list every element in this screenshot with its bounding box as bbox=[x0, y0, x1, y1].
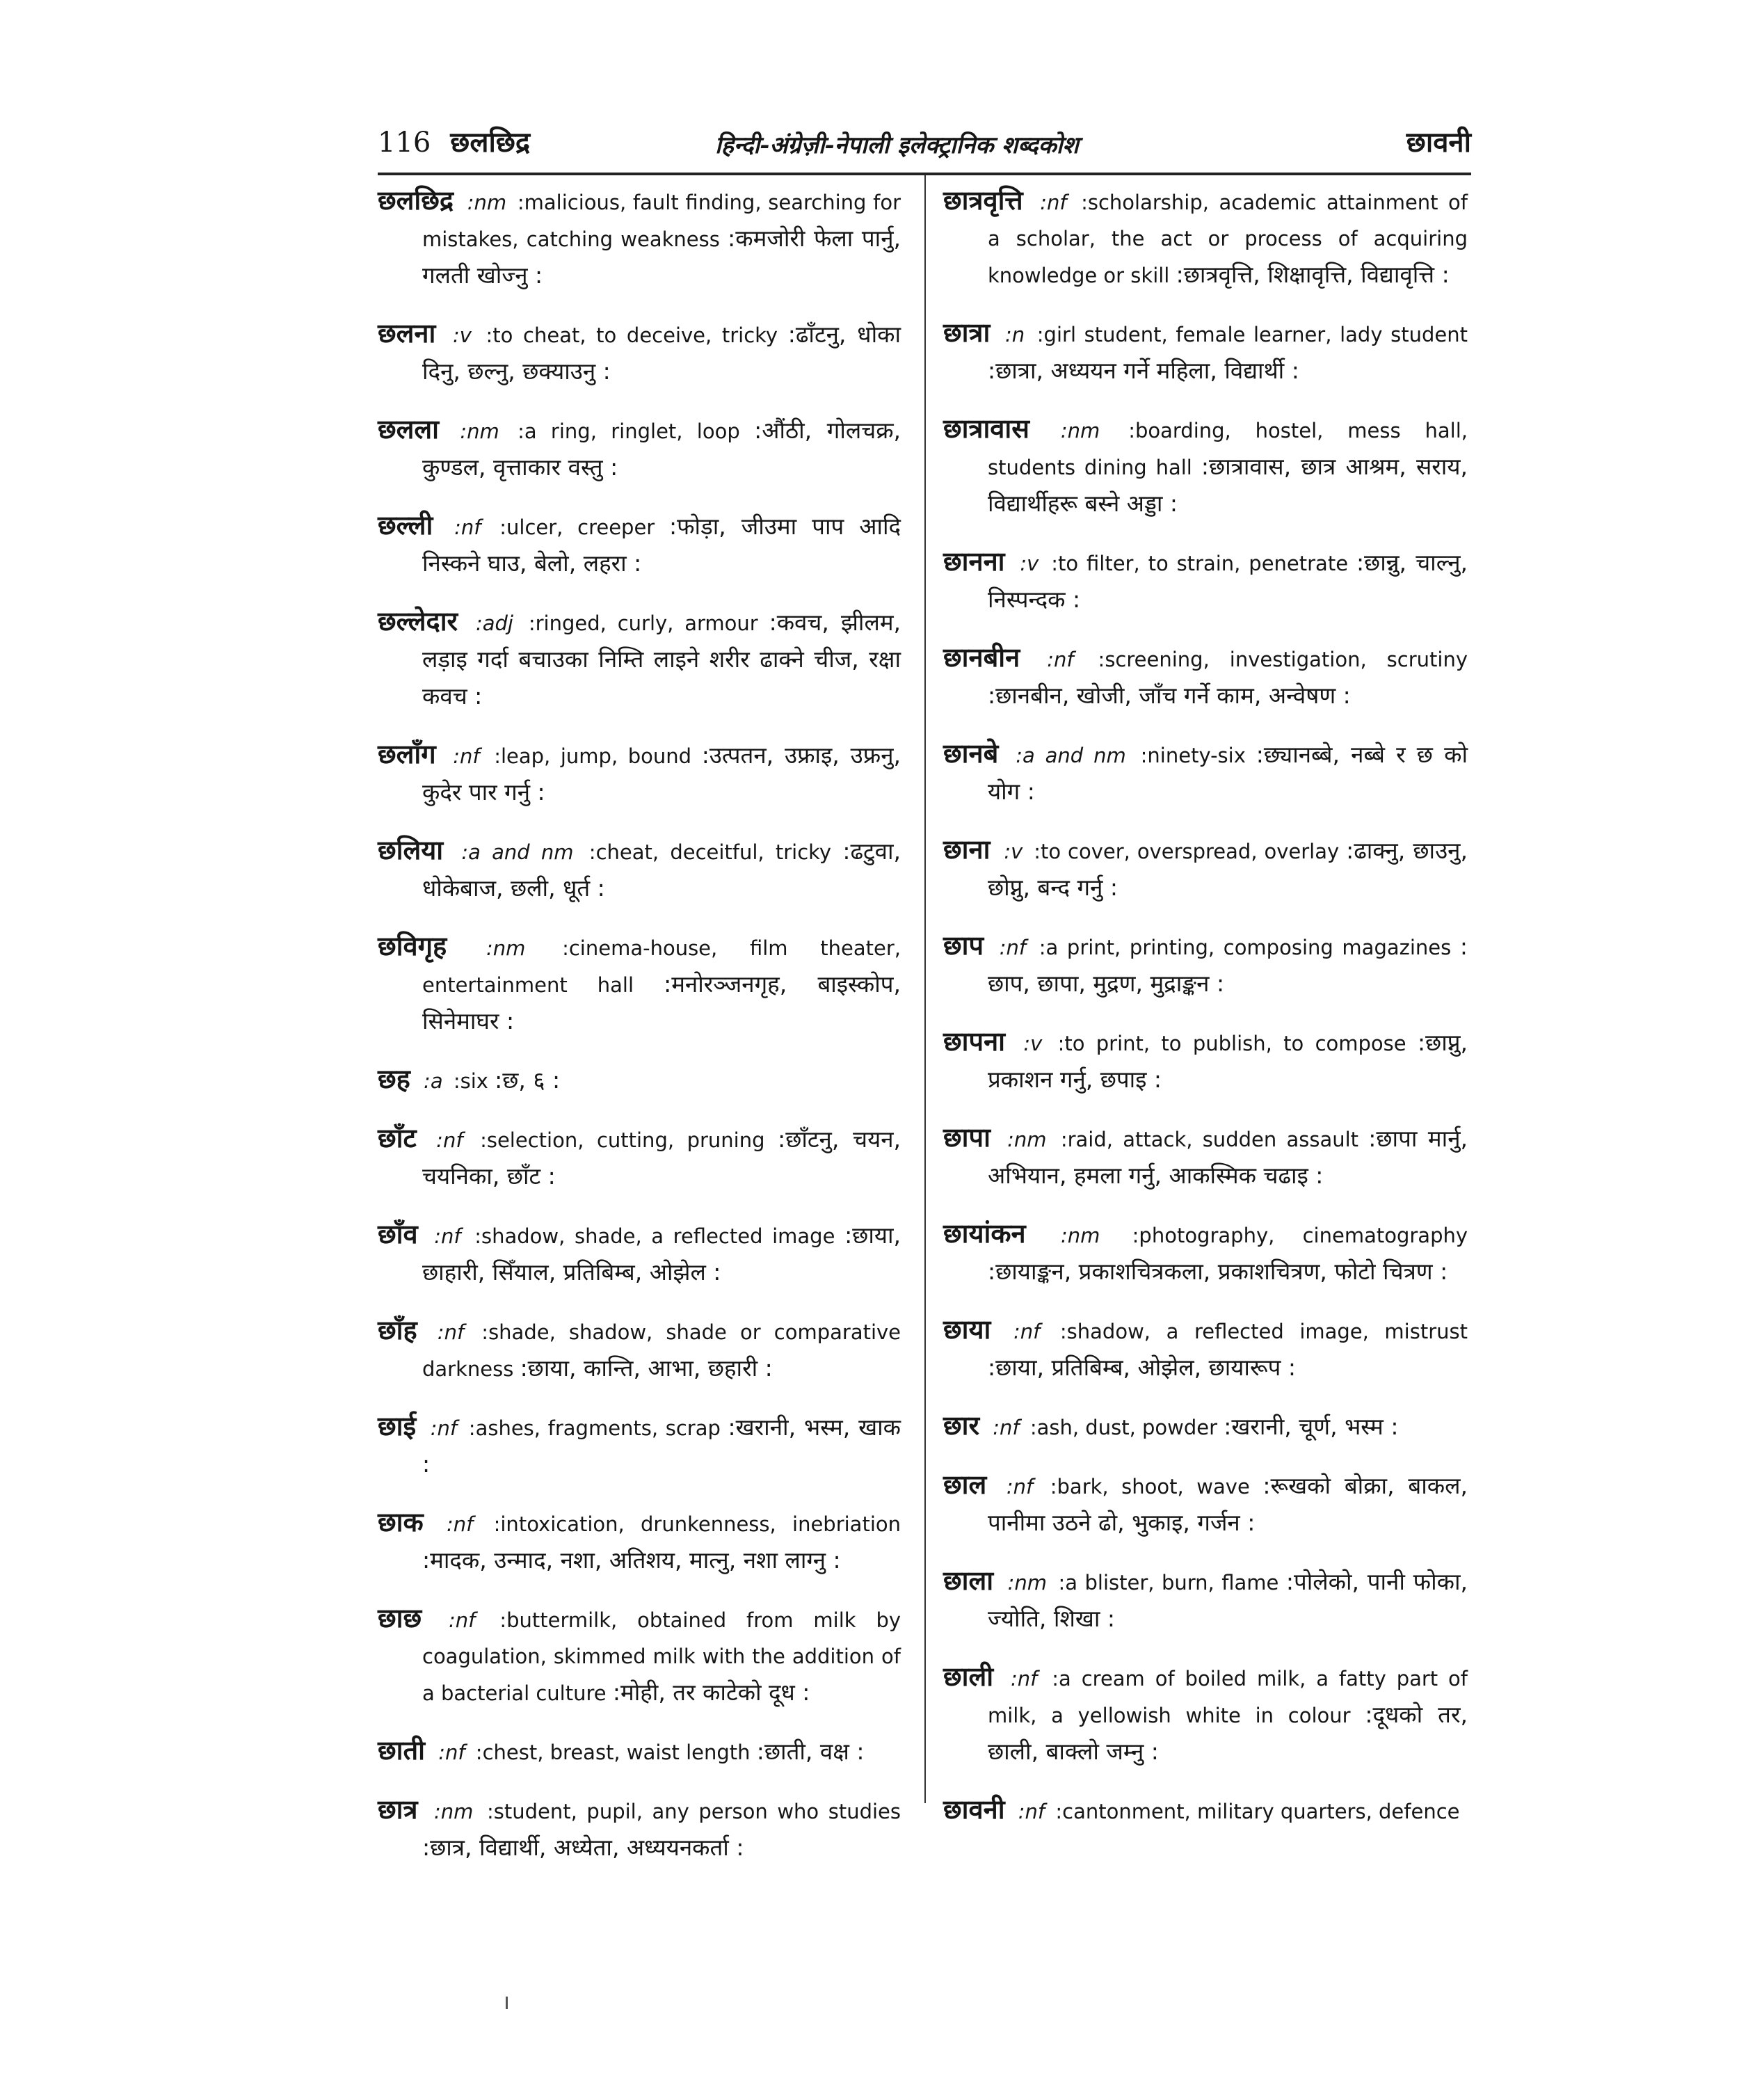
part-of-speech: :nm bbox=[1007, 1571, 1047, 1594]
right-guide-word: छावनी bbox=[1406, 126, 1471, 159]
dictionary-entry bbox=[378, 1312, 901, 1387]
dictionary-entry bbox=[943, 182, 1468, 294]
nepali-definition: :औंठी, गोलचक्र, कुण्डल, वृत्ताकार वस्तु : bbox=[422, 417, 901, 481]
part-of-speech: :a and nm bbox=[1016, 744, 1126, 767]
dictionary-entry bbox=[378, 928, 901, 1040]
nepali-definition: :छाया, प्रतिबिम्ब, ओझेल, छायारूप : bbox=[988, 1354, 1296, 1381]
nepali-definition: :छाया, छाहारी, सिँयाल, प्रतिबिम्ब, ओझेल : bbox=[422, 1222, 901, 1286]
dictionary-entry bbox=[378, 1061, 901, 1099]
english-definition: :shade, shadow, shade or comparative darkness bbox=[422, 1320, 901, 1381]
english-definition: :to print, to publish, to compose bbox=[1057, 1032, 1406, 1055]
scan-mark bbox=[506, 1997, 508, 2009]
english-definition: :ulcer, creeper bbox=[499, 515, 655, 539]
headword: छल्ली bbox=[378, 510, 433, 541]
headword: छाँव bbox=[378, 1219, 418, 1249]
english-definition: :bark, shoot, wave bbox=[1050, 1475, 1250, 1498]
part-of-speech: :nf bbox=[434, 1224, 461, 1248]
english-definition: :student, pupil, any person who studies bbox=[487, 1800, 901, 1823]
nepali-definition: :छान्नु, चाल्नु, निस्पन्दक : bbox=[988, 549, 1468, 613]
left-column bbox=[378, 182, 901, 1887]
nepali-definition: :छानबीन, खोजी, जाँच गर्ने काम, अन्वेषण : bbox=[988, 682, 1351, 709]
english-definition: :malicious, fault finding, searching for mistakes, catching weakness bbox=[422, 191, 901, 251]
part-of-speech: :v bbox=[452, 323, 472, 347]
dictionary-entry bbox=[378, 1408, 901, 1483]
english-definition: :ringed, curly, armour bbox=[528, 611, 758, 635]
part-of-speech: :nf bbox=[993, 1416, 1020, 1439]
headword: छात्रा bbox=[943, 317, 991, 348]
headword: छाला bbox=[943, 1565, 994, 1596]
headword: छाक bbox=[378, 1507, 424, 1537]
part-of-speech: :nf bbox=[1013, 1320, 1041, 1343]
dictionary-entry bbox=[378, 1600, 901, 1711]
headword: छात्रवृत्ति bbox=[943, 185, 1023, 216]
dictionary-entry bbox=[943, 927, 1468, 1002]
english-definition: :a cream of boiled milk, a fatty part of milk, a yellowish white in colour bbox=[988, 1667, 1468, 1727]
nepali-definition: :रूखको बोक्रा, बाकल, पानीमा उठने ढो, भुकाइ, गर्जन : bbox=[988, 1472, 1468, 1536]
headword: छात्रावास bbox=[943, 413, 1029, 444]
dictionary-entry bbox=[943, 639, 1468, 714]
nepali-definition: :छाया, कान्ति, आभा, छहारी : bbox=[520, 1354, 773, 1382]
nepali-definition: :ढाँटनु, धोका दिनु, छल्नु, छक्याउनु : bbox=[422, 321, 901, 385]
headword: छलिया bbox=[378, 835, 444, 865]
english-definition: :to filter, to strain, penetrate bbox=[1051, 552, 1349, 575]
dictionary-entry bbox=[378, 411, 901, 486]
nepali-definition: :छाप्नु, प्रकाशन गर्नु, छपाइ : bbox=[988, 1029, 1468, 1093]
headword: छाना bbox=[943, 834, 991, 865]
part-of-speech: :adj bbox=[475, 611, 513, 635]
part-of-speech: :nf bbox=[999, 936, 1027, 959]
dictionary-entry bbox=[943, 1215, 1468, 1290]
english-definition: :a ring, ringlet, loop bbox=[518, 419, 740, 443]
dictionary-entry bbox=[943, 1023, 1468, 1098]
headword: छानना bbox=[943, 546, 1005, 577]
nepali-definition: :मोही, तर काटेको दूध : bbox=[612, 1679, 810, 1706]
dictionary-entry bbox=[378, 832, 901, 907]
dictionary-entry bbox=[378, 315, 901, 390]
nepali-definition: :छाती, वक्ष : bbox=[756, 1738, 865, 1765]
headword: छानबीन bbox=[943, 642, 1020, 673]
nepali-definition: :छ्यानब्बे, नब्बे र छ को योग : bbox=[988, 741, 1468, 805]
part-of-speech: :nf bbox=[430, 1416, 458, 1440]
english-definition: :screening, investigation, scrutiny bbox=[1098, 648, 1468, 671]
dictionary-entry bbox=[378, 1216, 901, 1291]
nepali-definition: :कवच, झीलम, लड़ाइ गर्दा बचाउका निम्ति लाइने शरीर ढाक्ने चीज, रक्षा कवच : bbox=[422, 609, 901, 710]
part-of-speech: :nm bbox=[486, 936, 526, 960]
nepali-definition: :खरानी, चूर्ण, भस्म : bbox=[1224, 1413, 1399, 1440]
part-of-speech: :nf bbox=[453, 744, 480, 768]
headword: छाती bbox=[378, 1735, 425, 1766]
english-definition: :shadow, shade, a reflected image bbox=[474, 1224, 835, 1248]
part-of-speech: :nf bbox=[449, 1608, 476, 1632]
nepali-definition: :छात्रावास, छात्र आश्रम, सराय, विद्यार्थीहरू बस्ने अड्डा : bbox=[988, 453, 1468, 517]
nepali-definition: :छात्रा, अध्ययन गर्ने महिला, विद्यार्थी : bbox=[988, 357, 1299, 384]
part-of-speech: :a and nm bbox=[461, 840, 574, 864]
part-of-speech: :n bbox=[1004, 323, 1025, 346]
headword: छाई bbox=[378, 1411, 417, 1441]
dictionary-entry bbox=[943, 314, 1468, 390]
headword: छह bbox=[378, 1064, 410, 1094]
part-of-speech: :nf bbox=[1011, 1667, 1038, 1690]
english-definition: :cinema-house, film theater, entertainment hall bbox=[422, 936, 901, 997]
headword: छाँट bbox=[378, 1123, 417, 1153]
headword: छावनी bbox=[943, 1794, 1005, 1825]
english-definition: :girl student, female learner, lady student bbox=[1036, 323, 1468, 346]
headword: छलना bbox=[378, 318, 436, 349]
column-divider bbox=[924, 175, 926, 1803]
part-of-speech: :v bbox=[1004, 840, 1023, 863]
dictionary-entry bbox=[378, 182, 901, 294]
part-of-speech: :nf bbox=[1047, 648, 1074, 671]
part-of-speech: :nf bbox=[454, 515, 481, 539]
english-definition: :cantonment, military quarters, defence bbox=[1055, 1800, 1460, 1823]
left-guide-word: छलछिद्र bbox=[450, 126, 531, 159]
dictionary-entry bbox=[943, 831, 1468, 906]
english-definition: :raid, attack, sudden assault bbox=[1060, 1128, 1359, 1151]
nepali-definition: :कमजोरी फेला पार्नु, गलती खोज्नु : bbox=[422, 225, 901, 289]
headword: छाँह bbox=[378, 1315, 417, 1345]
headword: छाछ bbox=[378, 1603, 422, 1633]
english-definition: :ninety-six bbox=[1140, 744, 1246, 767]
part-of-speech: :nf bbox=[436, 1128, 463, 1152]
part-of-speech: :v bbox=[1020, 552, 1039, 575]
part-of-speech: :nf bbox=[1018, 1800, 1045, 1823]
nepali-definition: :मनोरञ्जनगृह, बाइस्कोप, सिनेमाघर : bbox=[422, 970, 901, 1034]
dictionary-entry bbox=[943, 1562, 1468, 1638]
english-definition: :to cover, overspread, overlay bbox=[1034, 840, 1340, 863]
nepali-definition: : छाप, छापा, मुद्रण, मुद्राङ्कन : bbox=[988, 933, 1468, 997]
part-of-speech: :nf bbox=[438, 1741, 465, 1764]
dictionary-entry bbox=[378, 603, 901, 715]
nepali-definition: :छाँटनु, चयन, चयनिका, छाँट : bbox=[422, 1126, 901, 1190]
english-definition: :a blister, burn, flame bbox=[1058, 1571, 1279, 1594]
headword: छायांकन bbox=[943, 1218, 1026, 1249]
headword: छापा bbox=[943, 1122, 991, 1153]
english-definition: :intoxication, drunkenness, inebriation bbox=[493, 1512, 901, 1536]
headword: छल्लेदार bbox=[378, 606, 458, 637]
part-of-speech: :nf bbox=[437, 1320, 465, 1344]
header-left bbox=[378, 122, 530, 160]
dictionary-entry bbox=[943, 1407, 1468, 1446]
english-definition: :ash, dust, powder bbox=[1029, 1416, 1218, 1439]
part-of-speech: :nf bbox=[1040, 191, 1067, 214]
part-of-speech: :nf bbox=[446, 1512, 474, 1536]
headword: छापना bbox=[943, 1026, 1005, 1057]
english-definition: :boarding, hostel, mess hall, students dining hall bbox=[988, 419, 1468, 479]
dictionary-entry bbox=[943, 1658, 1468, 1770]
dictionary-entry bbox=[378, 507, 901, 582]
dictionary-entry bbox=[943, 1119, 1468, 1194]
nepali-definition: :छ, ६ : bbox=[495, 1066, 561, 1094]
english-definition: :ashes, fragments, scrap bbox=[468, 1416, 721, 1440]
english-definition: :photography, cinematography bbox=[1132, 1224, 1468, 1247]
english-definition: :selection, cutting, pruning bbox=[480, 1128, 765, 1152]
headword: छलाँग bbox=[378, 739, 436, 769]
dictionary-entry bbox=[378, 1732, 901, 1770]
dictionary-entry bbox=[943, 735, 1468, 810]
part-of-speech: :nm bbox=[1060, 419, 1100, 442]
nepali-definition: :छात्रवृत्ति, शिक्षावृत्ति, विद्यावृत्ति : bbox=[1176, 261, 1450, 288]
nepali-definition: :छात्र, विद्यार्थी, अध्येता, अध्ययनकर्ता : bbox=[422, 1834, 744, 1861]
nepali-definition: :खरानी, भस्म, खाक : bbox=[422, 1414, 901, 1478]
nepali-definition: :फोड़ा, जीउमा पाप आदि निस्कने घाउ, बेलो, लहरा : bbox=[422, 513, 901, 577]
part-of-speech: :nm bbox=[1007, 1128, 1047, 1151]
nepali-definition: :छायाङ्कन, प्रकाशचित्रकला, प्रकाशचित्रण, फोटो चित्रण : bbox=[988, 1258, 1448, 1285]
dictionary-entry bbox=[943, 410, 1468, 522]
headword: छविगृह bbox=[378, 931, 447, 961]
headword: छाप bbox=[943, 930, 984, 961]
page-header bbox=[378, 111, 1471, 160]
english-definition: :shadow, a reflected image, mistrust bbox=[1059, 1320, 1468, 1343]
headword: छाया bbox=[943, 1314, 991, 1345]
dictionary-entry bbox=[943, 1791, 1468, 1830]
english-definition: :buttermilk, obtained from milk by coagulation, skimmed milk with the addition of a bacterial culture bbox=[422, 1608, 901, 1705]
nepali-definition: :दूधको तर, छाली, बाक्लो जम्नु : bbox=[988, 1701, 1468, 1765]
headword: छात्र bbox=[378, 1794, 418, 1825]
nepali-definition: :मादक, उन्माद, नशा, अतिशय, मात्नु, नशा लाग्नु : bbox=[422, 1546, 841, 1574]
dictionary-title: हिन्दी-अंग्रेज़ी-नेपाली इलेक्ट्रानिक शब्दकोश bbox=[715, 131, 1079, 159]
english-definition: :scholarship, academic attainment of a scholar, the act or process of acquiring knowledge or skill bbox=[988, 191, 1468, 287]
part-of-speech: :nm bbox=[1060, 1224, 1100, 1247]
english-definition: :six bbox=[453, 1069, 488, 1093]
headword: छानबे bbox=[943, 738, 999, 769]
english-definition: :a print, printing, composing magazines bbox=[1039, 936, 1452, 959]
nepali-definition: :उत्पतन, उफ्राइ, उफ्रनु, कुदेर पार गर्नु : bbox=[422, 742, 901, 806]
headword: छार bbox=[943, 1410, 980, 1441]
nepali-definition: :ढटुवा, धोकेबाज, छली, धूर्त : bbox=[422, 838, 901, 902]
headword: छलछिद्र bbox=[378, 185, 454, 216]
nepali-definition: :ढाक्नु, छाउनु, छोप्नु, बन्द गर्नु : bbox=[988, 837, 1468, 901]
english-definition: :to cheat, to deceive, tricky bbox=[486, 323, 778, 347]
nepali-definition: :पोलेको, पानी फोका, ज्योति, शिखा : bbox=[988, 1568, 1468, 1632]
headword: छाल bbox=[943, 1469, 987, 1500]
part-of-speech: :v bbox=[1023, 1032, 1043, 1055]
dictionary-entry bbox=[378, 1120, 901, 1195]
nepali-definition: :छापा मार्नु, अभियान, हमला गर्नु, आकस्मिक चढाइ : bbox=[988, 1125, 1468, 1189]
part-of-speech: :nm bbox=[434, 1800, 474, 1823]
headword: छलला bbox=[378, 414, 440, 445]
english-definition: :leap, jump, bound bbox=[494, 744, 692, 768]
dictionary-entry bbox=[378, 1504, 901, 1579]
dictionary-entry bbox=[943, 1466, 1468, 1542]
part-of-speech: :a bbox=[424, 1069, 443, 1093]
dictionary-entry bbox=[378, 1791, 901, 1866]
dictionary-entry bbox=[943, 543, 1468, 618]
headword: छाली bbox=[943, 1661, 994, 1692]
dictionary-entry bbox=[378, 736, 901, 811]
part-of-speech: :nm bbox=[460, 419, 499, 443]
english-definition: :cheat, deceitful, tricky bbox=[588, 840, 832, 864]
dictionary-entry bbox=[943, 1311, 1468, 1386]
page-number: 116 bbox=[378, 127, 431, 159]
part-of-speech: :nf bbox=[1006, 1475, 1034, 1498]
english-definition: :chest, breast, waist length bbox=[475, 1741, 751, 1764]
right-column bbox=[943, 182, 1468, 1850]
part-of-speech: :nm bbox=[467, 191, 507, 214]
